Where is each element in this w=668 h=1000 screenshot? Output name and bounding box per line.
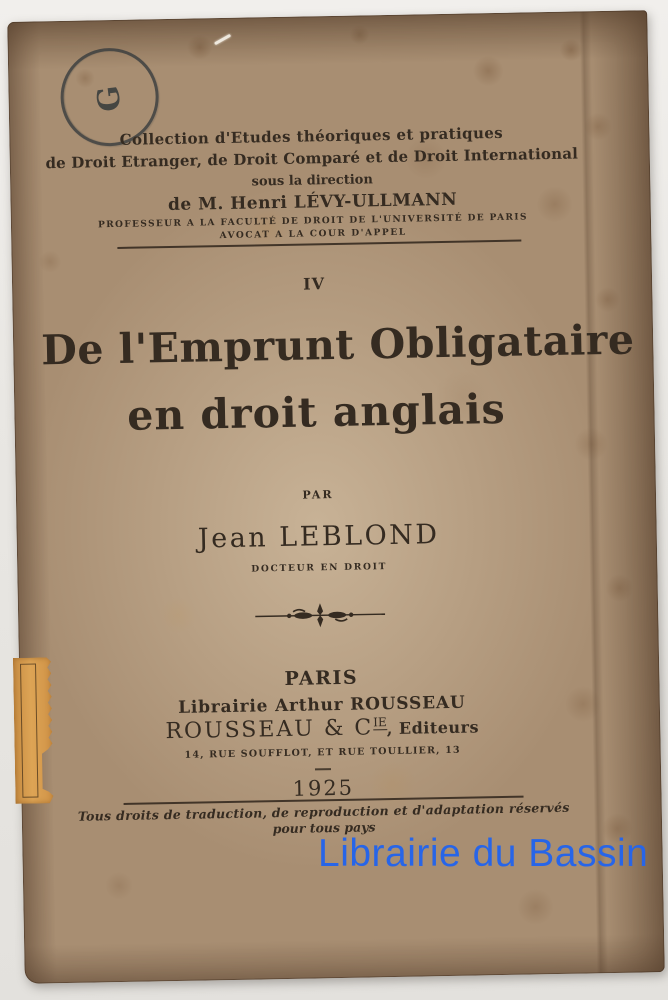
- by-label: PAR: [302, 488, 334, 502]
- book-title-line2: en droit anglais: [126, 384, 507, 440]
- author-title: DOCTEUR EN DROIT: [251, 562, 388, 575]
- author-name: Jean LEBLOND: [197, 519, 440, 555]
- fleuron-ornament-icon: [46, 597, 594, 637]
- rights-notice-line2: pour tous pays: [272, 819, 376, 837]
- director-title-line2: AVOCAT A LA COUR D'APPEL: [219, 227, 407, 242]
- series-title-line2: de Droit Etranger, de Droit Comparé et de Droit International: [45, 144, 579, 173]
- series-direction-label: sous la direction: [251, 172, 373, 190]
- sticker-border: [20, 664, 38, 798]
- imprint-city: PARIS: [284, 666, 359, 690]
- series-director-name: de M. Henri LÉVY-ULLMANN: [167, 189, 458, 216]
- publisher-cie-superscript: IE: [373, 715, 387, 730]
- publisher-line1: Librairie Arthur ROUSSEAU: [177, 692, 466, 718]
- series-title-line1: Collection d'Etudes théoriques et pratiques: [119, 123, 504, 149]
- publisher-address: 14, RUE SOUFFLOT, ET RUE TOULLIER, 13: [184, 744, 461, 761]
- publisher-editeurs-label: , Editeurs: [386, 717, 480, 739]
- shop-watermark: Librairie du Bassin: [318, 832, 649, 875]
- director-title-line1: PROFESSEUR A LA FACULTÉ DE DROIT DE L'UNIVERSITÉ DE PARIS: [97, 212, 528, 231]
- rights-notice-line1: Tous droits de traduction, de reproduction et d'adaptation réservés: [77, 799, 570, 824]
- publication-year: 1925: [292, 775, 355, 801]
- book-title-line1: De l'Emprunt Obligataire: [40, 315, 635, 375]
- stamp-letter: G: [90, 81, 129, 113]
- publisher-name: ROUSSEAU & C: [165, 715, 374, 745]
- small-dash-divider: [315, 768, 331, 770]
- volume-number: IV: [302, 274, 326, 294]
